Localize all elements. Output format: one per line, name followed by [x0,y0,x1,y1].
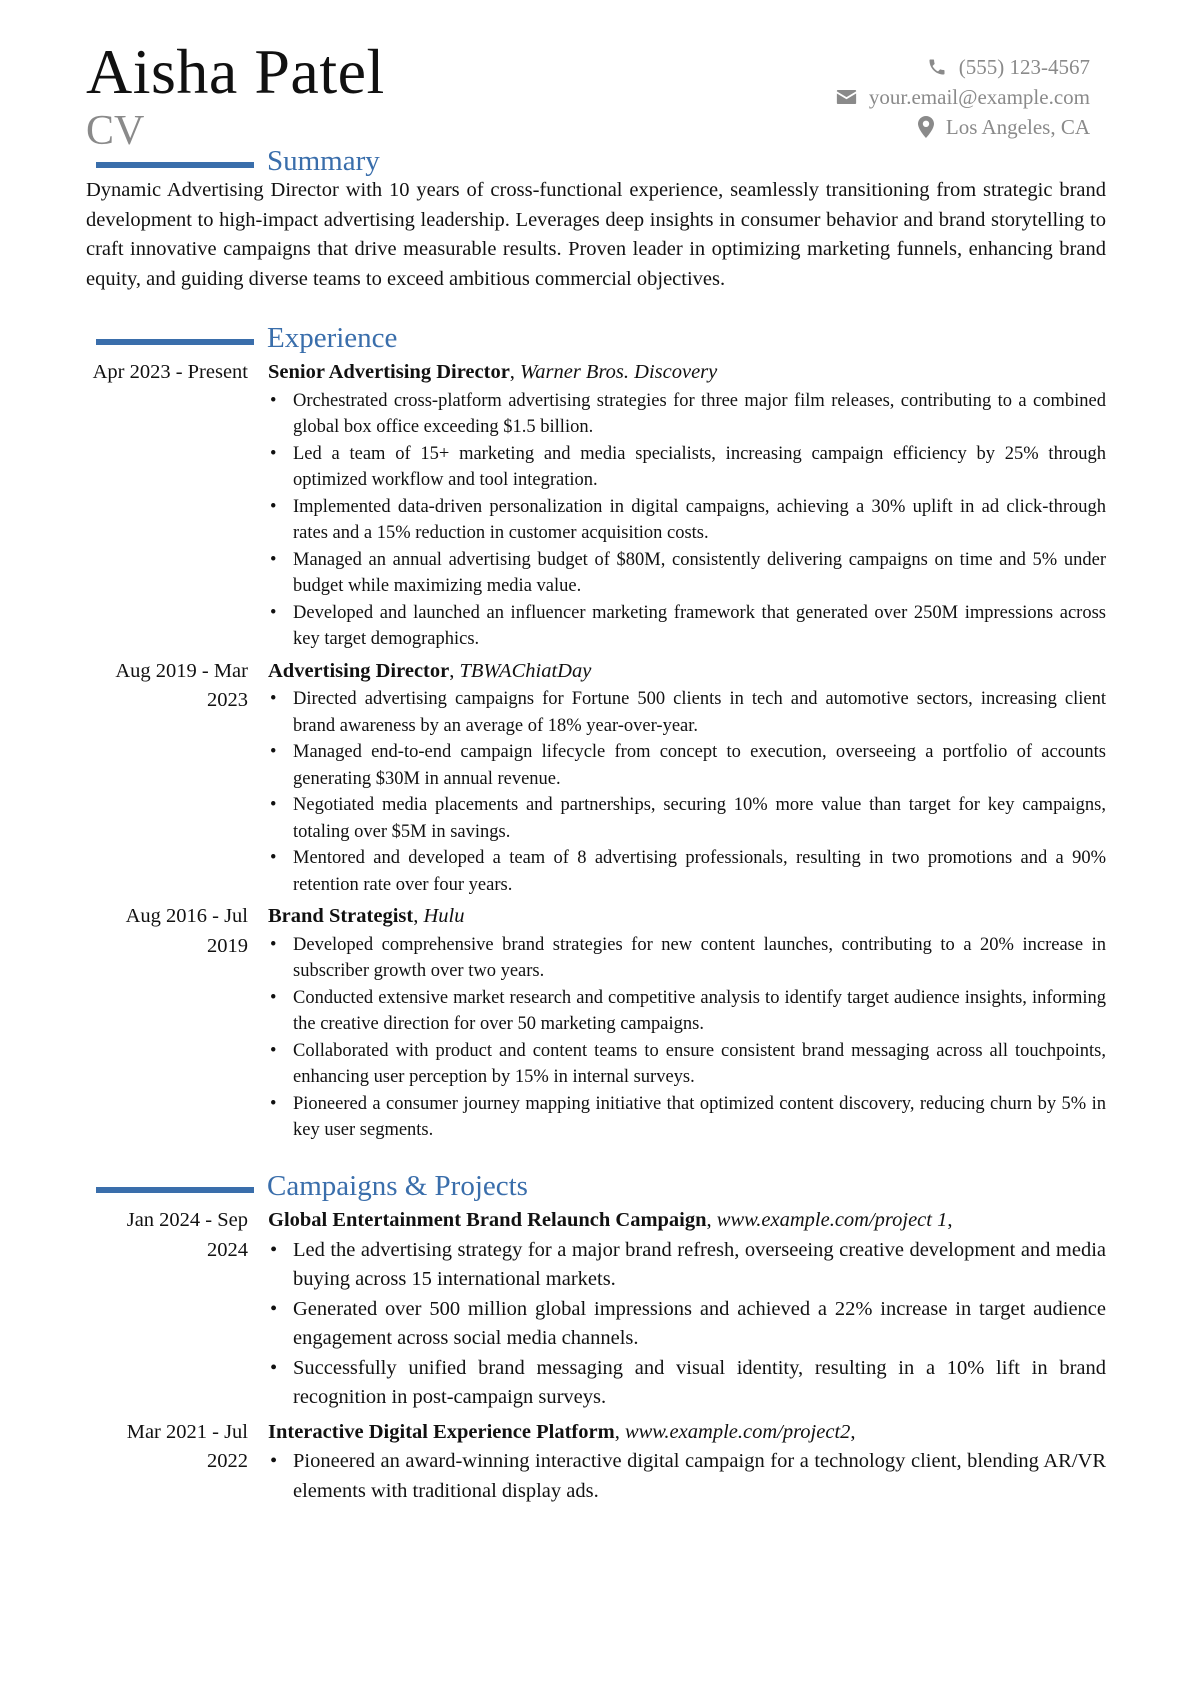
job-company: TBWAChiatDay [459,659,592,682]
job-company: Hulu [423,905,465,927]
job-date: Aug 2016 - Jul 2019 [125,905,248,957]
bullet-item: • Managed an annual advertising budget of $80M, consistently delivering campaigns on time and 5% under budget while maximizing media value. [293,547,1106,600]
bullet-item: • Directed advertising campaigns for Fortune 500 clients in tech and automotive sectors, increasing client brand awareness by an average of 18% year-over-year. [293,686,1106,739]
summary-text: Dynamic Advertising Director with 10 years of cross-functional experience, seamlessly transitioning from strategic brand development to high-impact advertising leadership. Leverages deep insights in consumer behavior and brand storytelling to craft innovative campaigns that drive measurable results. Proven leader in optimizing marketing funnels, enhancing brand equity, and guiding diverse teams to exceed ambitious commercial objectives. [86,179,1106,290]
project-link[interactable]: www.example.com/project2 [624,1420,851,1443]
phone-icon [927,57,947,77]
contact-block [836,52,1090,142]
job-role: Brand Strategist [268,905,414,927]
job-bullets [268,388,1106,653]
bullet-item: • Conducted extensive market research and competitive analysis to identify target audience insights, informing the creative direction for over 50 marketing campaigns. [293,985,1106,1038]
envelope-icon [836,88,857,106]
project-link[interactable]: www.example.com/project 1 [716,1209,948,1231]
bullet-item: • Developed comprehensive brand strategies for new content launches, contributing to a 20% increase in subscriber growth over two years. [293,932,1106,985]
job-date: Aug 2019 - Mar 2023 [115,659,248,711]
project-name: Interactive Digital Experience Platform [268,1420,615,1443]
job-bullets [268,932,1106,1144]
bullet-item: • Successfully unified brand messaging and visual identity, resulting in a 10% lift in brand recognition in post-campaign surveys. [293,1354,1106,1413]
section-rule [96,339,254,345]
location-text: Los Angeles, CA [945,114,1090,139]
job-entry [86,902,1106,1144]
section-header [86,322,1106,359]
section-rule [96,162,254,168]
bullet-item: • Developed and launched an influencer marketing framework that generated over 250M impressions across key target demographics. [293,600,1106,653]
job-company: Warner Bros. Discovery [520,361,718,383]
person-name: Aisha Patel [86,36,385,107]
job-date: Apr 2023 - Present [92,361,248,383]
contact-phone [836,52,1090,82]
project-title-line: Interactive Digital Experience Platform, www.example.com/project2, [268,1420,856,1443]
job-title-line: Brand Strategist, Hulu [268,905,465,927]
section-title-experience: Experience [267,322,398,354]
bullet-item: • Implemented data-driven personalization in digital campaigns, achieving a 30% uplift in ad click-through rates and a 15% reduction in customer acquisition costs. [293,494,1106,547]
job-title-line: Senior Advertising Director, Warner Bros. Discovery [268,361,718,383]
phone-text: (555) 123-4567 [958,54,1090,79]
contact-location [836,112,1090,142]
document-subtitle: CV [86,108,145,154]
bullet-item: • Mentored and developed a team of 8 advertising professionals, resulting in two promotions and a 90% retention rate over four years. [293,845,1106,898]
job-entry [86,657,1106,899]
project-entry [86,1206,1106,1413]
bullet-item: • Pioneered a consumer journey mapping initiative that optimized content discovery, reducing churn by 5% in key user segments. [293,1091,1106,1144]
bullet-item: • Pioneered an award-winning interactive digital campaign for a technology client, blending AR/VR elements with traditional display ads. [293,1447,1106,1506]
map-pin-icon [918,116,934,138]
project-date: Mar 2021 - Jul 2022 [126,1420,248,1472]
bullet-item: • Negotiated media placements and partnerships, securing 10% more value than target for key campaigns, totaling over $5M in savings. [293,792,1106,845]
project-date: Jan 2024 - Sep 2024 [126,1209,248,1261]
summary-section [86,145,1106,294]
bullet-item: • Orchestrated cross-platform advertising strategies for three major film releases, contributing to a combined global box office exceeding $1.5 billion. [293,388,1106,441]
bullet-item: • Managed end-to-end campaign lifecycle from concept to execution, overseeing a portfolio of accounts generating $30M in annual revenue. [293,739,1106,792]
section-header [86,145,1106,182]
job-role: Senior Advertising Director [268,361,510,383]
project-title-line: Global Entertainment Brand Relaunch Campaign, www.example.com/project 1, [268,1209,953,1231]
project-bullets [268,1447,1106,1506]
job-bullets [268,686,1106,898]
job-entry [86,358,1106,653]
projects-section [86,1170,1106,1506]
contact-email[interactable] [836,82,1090,112]
project-entry [86,1418,1106,1507]
email-text[interactable]: your.email@example.com [868,84,1090,109]
project-bullets [268,1236,1106,1413]
section-title-summary: Summary [267,145,380,177]
job-title-line: Advertising Director, TBWAChiatDay [268,659,592,682]
section-title-projects: Campaigns & Projects [267,1170,528,1202]
bullet-item: • Led the advertising strategy for a major brand refresh, overseeing creative development and media buying across 15 international markets. [293,1236,1106,1295]
bullet-item: • Generated over 500 million global impressions and achieved a 22% increase in target audience engagement across social media channels. [293,1295,1106,1354]
section-header [86,1170,1106,1207]
bullet-item: • Collaborated with product and content teams to ensure consistent brand messaging across all touchpoints, enhancing user perception by 15% in internal surveys. [293,1038,1106,1091]
project-name: Global Entertainment Brand Relaunch Campaign [268,1209,707,1231]
job-role: Advertising Director [268,659,450,682]
bullet-item: • Led a team of 15+ marketing and media specialists, increasing campaign efficiency by 25% through optimized workflow and tool integration. [293,441,1106,494]
experience-section [86,322,1106,1144]
section-rule [96,1187,254,1193]
